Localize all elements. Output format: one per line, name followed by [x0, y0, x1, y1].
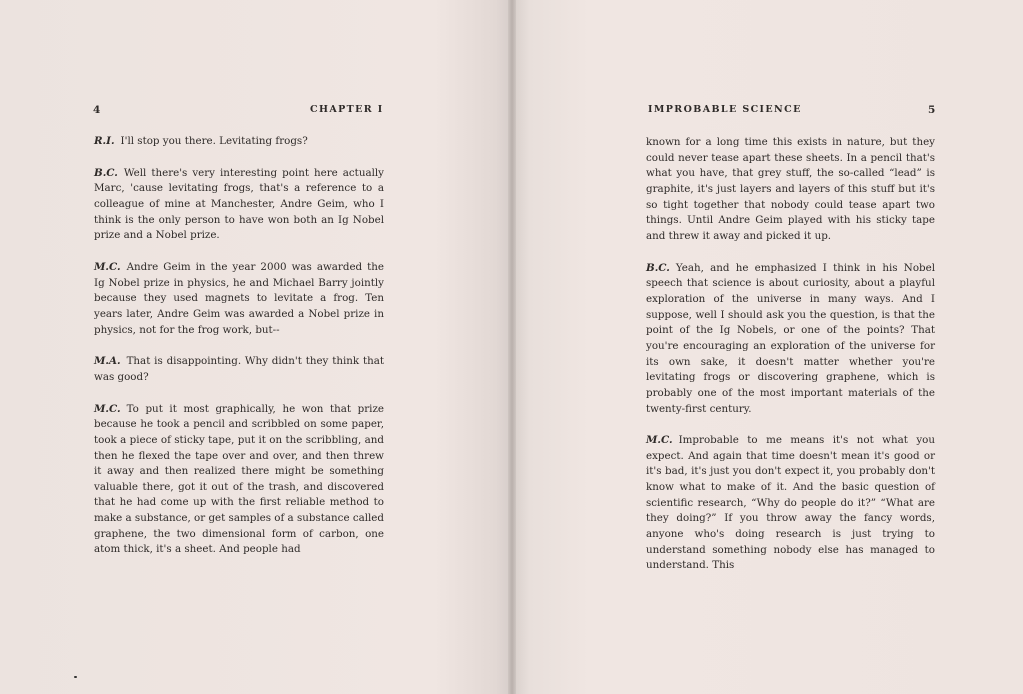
dialogue-paragraph	[94, 134, 384, 150]
speaker-initials: B.C.	[94, 166, 118, 179]
speaker-initials: B.C.	[646, 261, 670, 274]
right-running-head: IMPROBABLE SCIENCE	[648, 104, 802, 115]
dialogue-text: Improbable to me means it's not what you expect. And again that time doesn't mean it's good or it's bad, it's just you don't expect it, you probably don't know what to make of it. And the basic question of scientific research, “Why do people do it?” “What are they doing?” If you throw away the fancy words, anyone who's doing research is just trying to understand something nobody else has managed to understand. This	[646, 434, 935, 572]
right-page-body	[646, 135, 935, 590]
speaker-initials: M.C.	[94, 402, 121, 415]
speaker-initials: M.C.	[646, 434, 673, 447]
ink-speck	[74, 676, 77, 678]
left-running-head: CHAPTER I	[310, 104, 384, 115]
dialogue-text: Yeah, and he emphasized I think in his Nobel speech that science is about curiosity, about a playful exploration of the universe in many ways. And I suppose, well I should ask you the question, is that the point of the Ig Nobels, or one of the points? That you're encouraging an exploration of the universe for its own sake, it doesn't matter whether you're levitating frogs or discovering graphene, which is probably one of the most important materials of the twenty-first century.	[646, 261, 935, 415]
dialogue-paragraph	[94, 260, 384, 338]
dialogue-paragraph	[94, 402, 384, 559]
speaker-initials: M.A.	[94, 355, 121, 368]
dialogue-paragraph	[646, 433, 935, 574]
dialogue-paragraph	[94, 166, 384, 244]
speaker-initials: M.C.	[94, 260, 121, 273]
speaker-initials: R.I.	[94, 135, 115, 147]
dialogue-paragraph	[94, 354, 384, 385]
left-page-body	[94, 134, 384, 574]
dialogue-text: That is disappointing. Why didn't they think that was good?	[94, 355, 384, 383]
dialogue-text: I'll stop you there. Levitating frogs?	[120, 135, 308, 147]
dialogue-text: To put it most graphically, he won that prize because he took a pencil and scribbled on some paper, took a piece of sticky tape, put it on the scribbling, and then he flexed the tape over and over, and then threw it away and then realized there might be something valuable there, got it out of the trash, and discovered that he had come up with the first reliable method to make a substance, or get samples of a substance called graphene, the two dimensional form of carbon, one atom thick, it's a sheet. And people had	[94, 402, 384, 556]
right-page-number: 5	[928, 104, 936, 116]
book-gutter	[508, 0, 516, 694]
continuation-paragraph: known for a long time this exists in nature, but they could never tease apart these sheets. In a pencil that's what you have, that grey stuff, the so-called “lead” is graphite, it's just layers and layers of this stuff but it's so tight together that nobody could tease apart two things. Until Andre Geim played with his sticky tape and threw it away and picked it up.	[646, 136, 935, 242]
left-page-number: 4	[93, 104, 101, 116]
dialogue-text: Well there's very interesting point here actually Marc, 'cause levitating frogs, that's a reference to a colleague of mine at Manchester, Andre Geim, who I think is the only person to have won both an Ig Nobel prize and a Nobel prize.	[94, 166, 384, 242]
dialogue-text: Andre Geim in the year 2000 was awarded the Ig Nobel prize in physics, he and Michael Barry jointly because they used magnets to levitate a frog. Ten years later, Andre Geim was awarded a Nobel prize in physics, not for the frog work, but--	[94, 260, 384, 336]
dialogue-paragraph	[646, 261, 935, 418]
